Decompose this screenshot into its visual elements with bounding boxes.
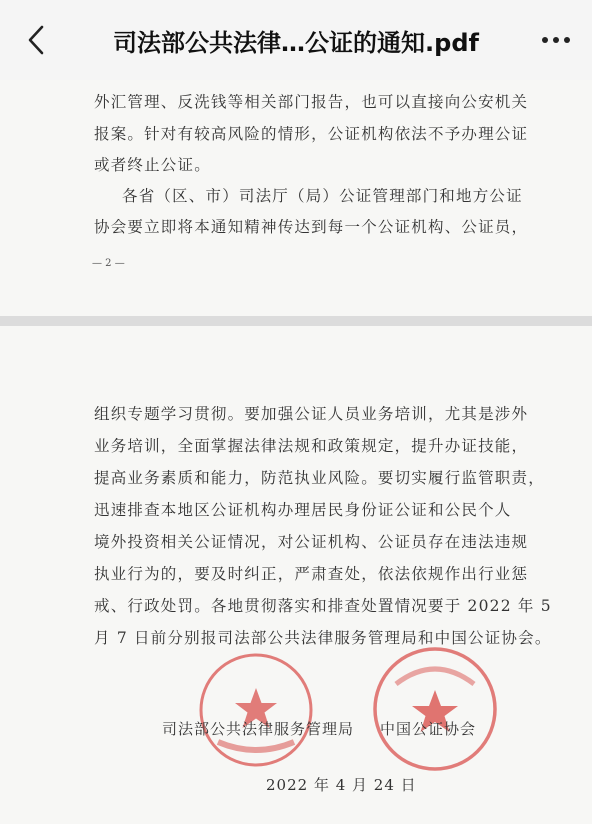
text-line: 或者终止公证。 xyxy=(94,156,211,174)
page-number: — 2 — xyxy=(92,258,125,269)
text-line: 迅速排查本地区公证机构办理居民身份证公证和公民个人 xyxy=(94,501,512,519)
text-line: 组织专题学习贯彻。要加强公证人员业务培训，尤其是涉外 xyxy=(94,405,529,423)
document-title: 司法部公共法律…公证的通知.pdf xyxy=(113,28,479,57)
text-line: 提高业务素质和能力，防范执业风险。要切实履行监管职责， xyxy=(94,469,545,487)
chevron-left-icon xyxy=(27,25,45,55)
signature-right: 中国公证协会 xyxy=(380,720,477,738)
top-bar xyxy=(0,0,592,81)
pdf-page-2[interactable] xyxy=(0,80,592,316)
right-official-seal xyxy=(370,644,500,774)
more-button[interactable] xyxy=(538,26,574,54)
text-line: 境外投资相关公证情况，对公证机构、公证员存在违法违规 xyxy=(94,533,529,551)
text-line: 业务培训，全面掌握法律法规和政策规定，提升办证技能， xyxy=(94,437,529,455)
page-separator xyxy=(0,316,592,326)
more-dots-icon xyxy=(541,36,571,44)
left-official-seal xyxy=(196,650,316,770)
text-line: 月 7 日前分别报司法部公共法律服务管理局和中国公证协会。 xyxy=(94,629,552,647)
text-line: 报案。针对有较高风险的情形，公证机构依法不予办理公证 xyxy=(94,125,529,143)
document-date: 2022 年 4 月 24 日 xyxy=(266,776,417,794)
text-line: 戒、行政处罚。各地贯彻落实和排查处置情况要于 2022 年 5 xyxy=(94,597,552,615)
text-line: 各省（区、市）司法厅（局）公证管理部门和地方公证 xyxy=(122,187,523,205)
back-button[interactable] xyxy=(20,22,52,58)
text-line: 外汇管理、反洗钱等相关部门报告，也可以直接向公安机关 xyxy=(94,93,529,111)
signature-left: 司法部公共法律服务管理局 xyxy=(162,720,355,738)
text-line: 执业行为的，要及时纠正，严肃查处，依法依规作出行业惩 xyxy=(94,565,529,583)
text-line: 协会要立即将本通知精神传达到每一个公证机构、公证员， xyxy=(94,218,529,236)
pdf-page-3[interactable] xyxy=(0,326,592,824)
